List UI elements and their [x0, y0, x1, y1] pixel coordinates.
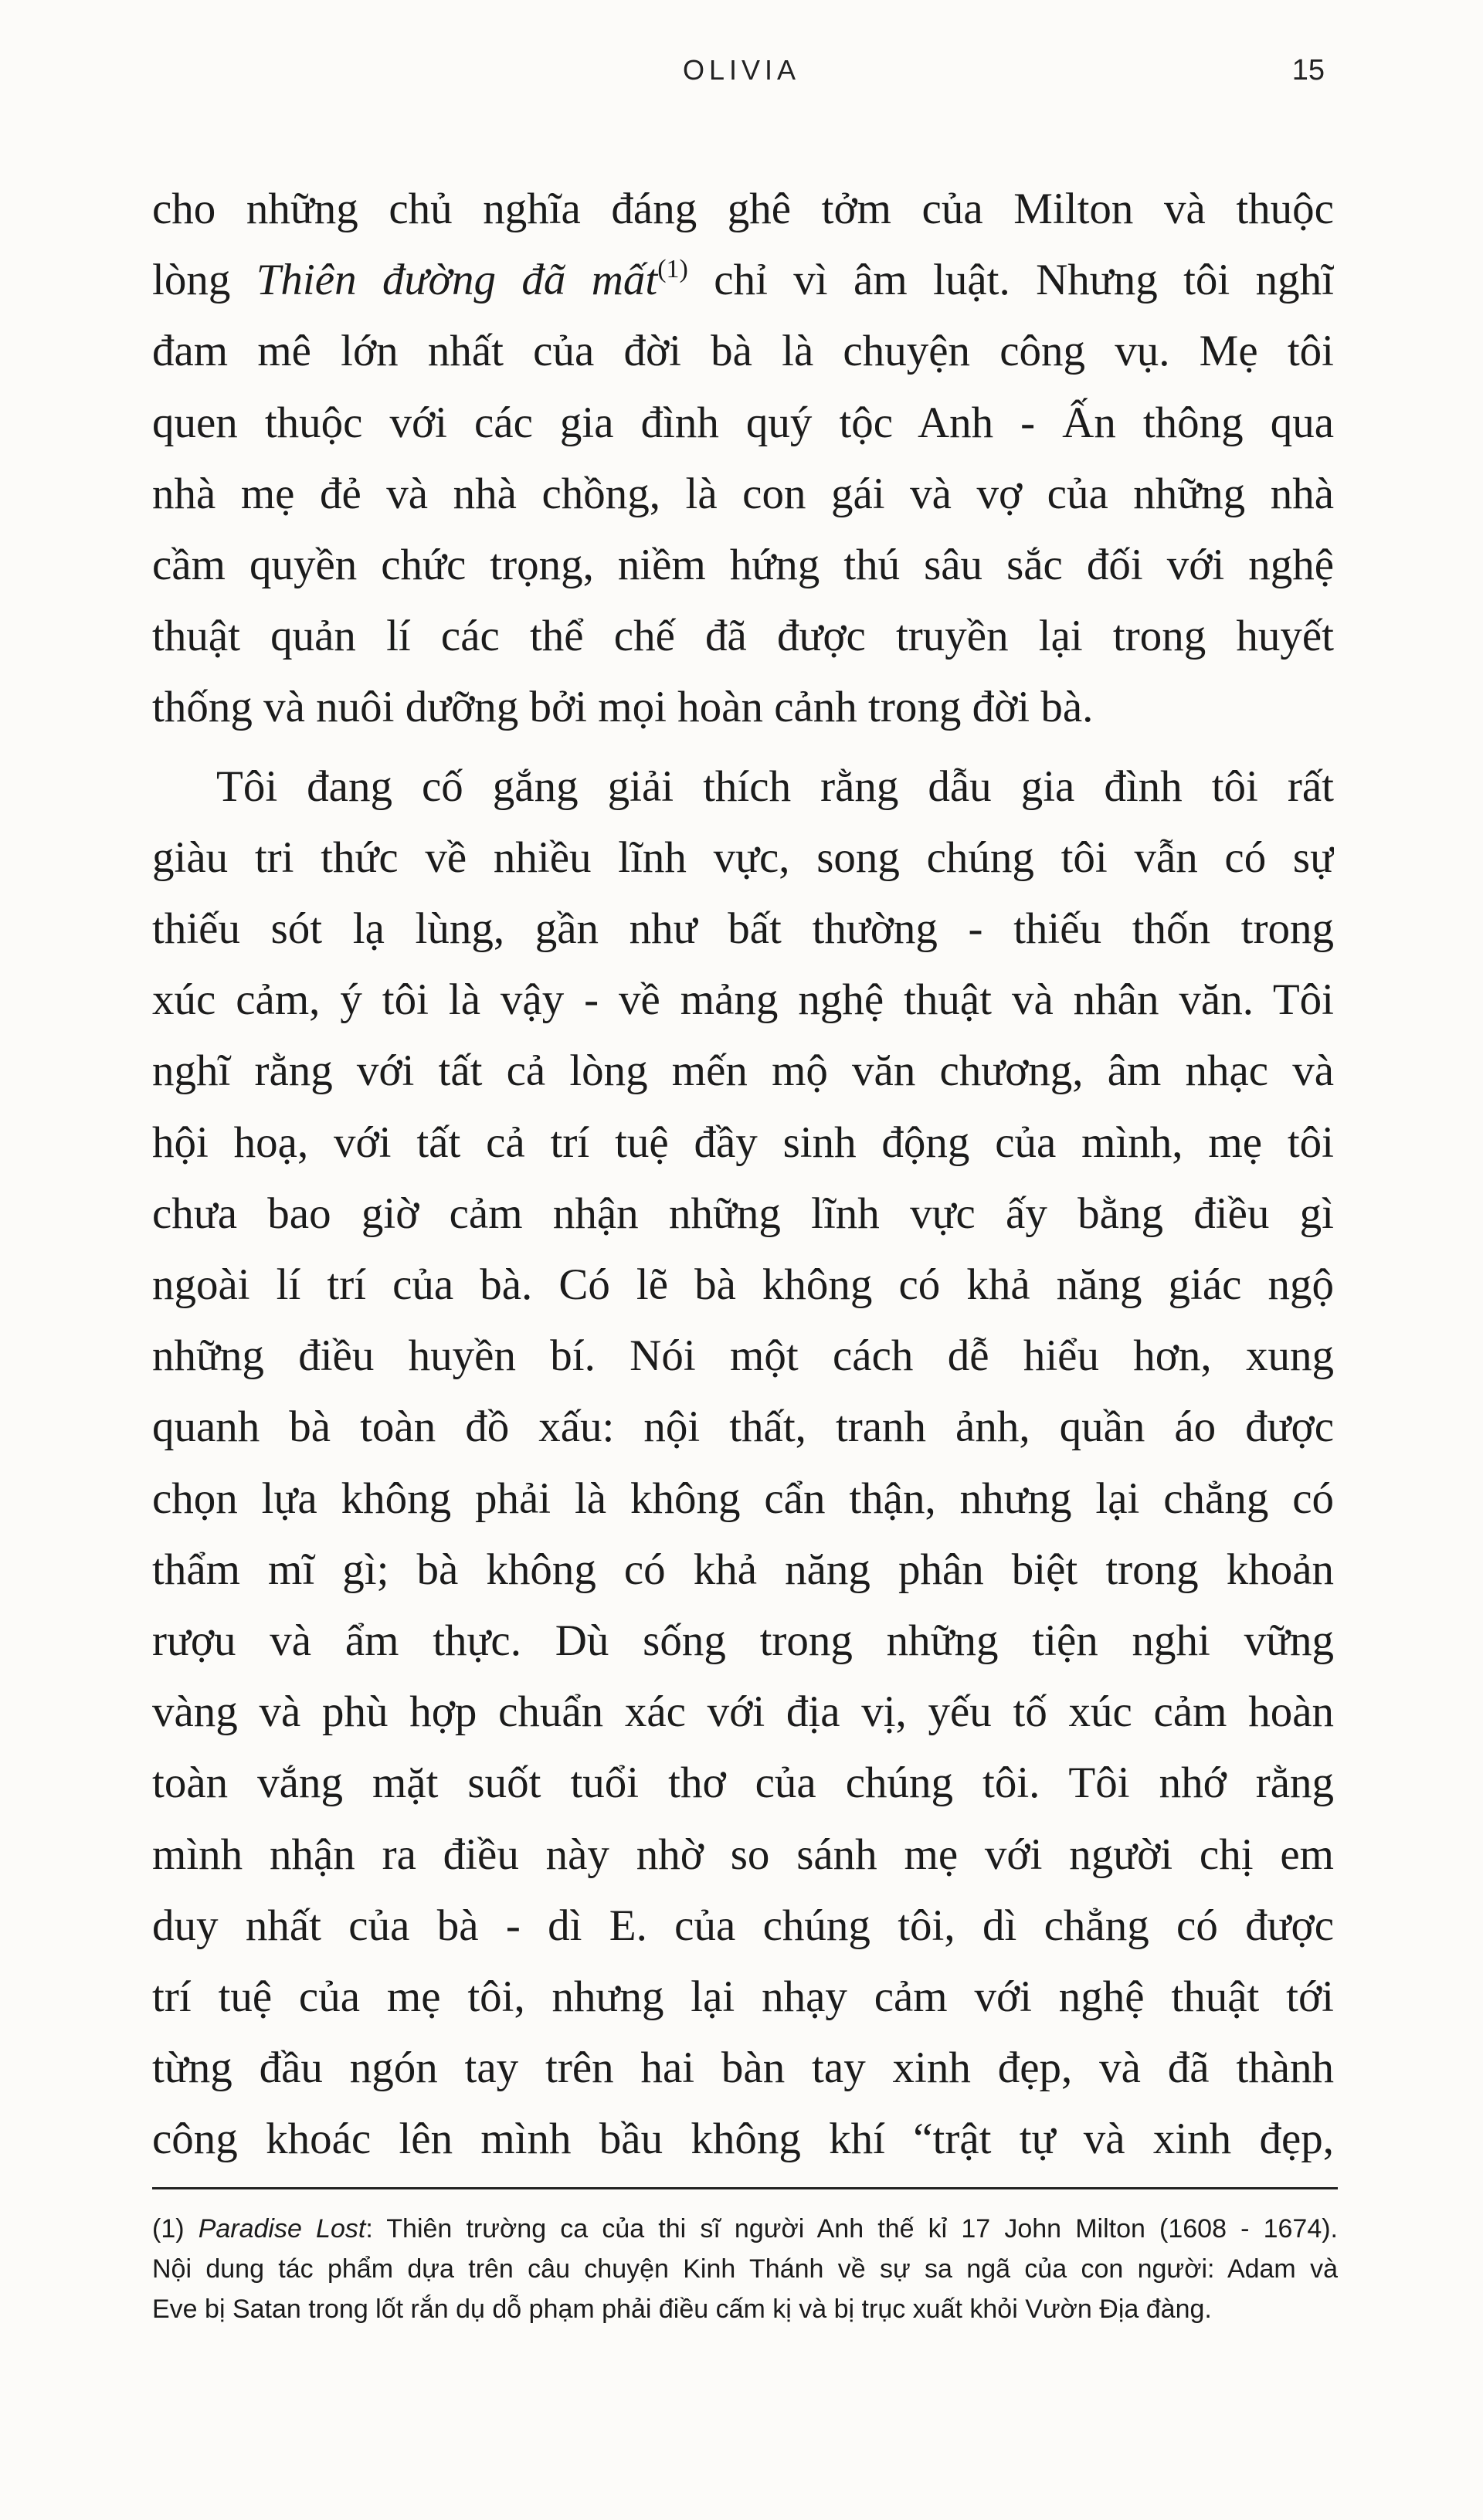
page-number: 15 — [1291, 54, 1325, 86]
footnote-reference: (1) — [657, 255, 688, 284]
running-title: OLIVIA — [682, 54, 801, 86]
text-line: chưa bao giờ cảm nhận những lĩnh vực ấy bằng điều gì — [152, 1189, 1334, 1238]
text-line: quanh bà toàn đồ xấu: nội thất, tranh ảnh, quần áo được — [152, 1402, 1334, 1452]
text-line: xúc cảm, ý tôi là vậy - về mảng nghệ thuật và nhân văn. Tôi — [152, 975, 1334, 1025]
text-line: đam mê lớn nhất của đời bà là chuyện công vụ. Mẹ tôi — [152, 327, 1334, 376]
text-line: từng đầu ngón tay trên hai bàn tay xinh đẹp, và đã thành — [152, 2043, 1334, 2093]
running-header — [0, 54, 1483, 100]
text-line: ngoài lí trí của bà. Có lẽ bà không có khả năng giác ngộ — [152, 1260, 1334, 1310]
text-line: thẩm mĩ gì; bà không có khả năng phân biệt trong khoản — [152, 1545, 1334, 1594]
italic-book-title: Thiên đường đã mất — [256, 256, 658, 305]
text-line: giàu tri thức về nhiều lĩnh vực, song chúng tôi vẫn có sự — [152, 833, 1334, 882]
text-line — [152, 245, 1334, 316]
text-line: toàn vắng mặt suốt tuổi thơ của chúng tôi. Tôi nhớ rằng — [152, 1759, 1334, 1808]
text-line: công khoác lên mình bầu không khí “trật tự và xinh đẹp, — [152, 2115, 1334, 2164]
paragraph-2 — [152, 751, 1334, 2176]
text-line: thuật quản lí các thể chế đã được truyền lại trong huyết — [152, 612, 1334, 661]
text-line: những điều huyền bí. Nói một cách dễ hiểu hơn, xung — [152, 1331, 1334, 1381]
footnote-line: Nội dung tác phẩm dựa trên câu chuyện Kinh Thánh về sự sa ngã của con người: Adam và — [152, 2254, 1338, 2284]
body-text — [152, 174, 1334, 2176]
text-line: rượu và ẩm thực. Dù sống trong những tiện nghi vững — [152, 1616, 1334, 1666]
text-line: chọn lựa không phải là không cẩn thận, nhưng lại chẳng có — [152, 1474, 1334, 1523]
text-line: quen thuộc với các gia đình quý tộc Anh - Ấn thông qua — [152, 398, 1334, 447]
text-line: trí tuệ của mẹ tôi, nhưng lại nhạy cảm với nghệ thuật tới — [152, 1972, 1334, 2022]
text-line: cầm quyền chức trọng, niềm hứng thú sâu sắc đối với nghệ — [152, 541, 1334, 590]
footnote-divider — [152, 2187, 1338, 2189]
text-run: : Thiên trường ca của thi sĩ người Anh thế kỉ 17 John Milton (1608 - 1674). — [365, 2214, 1339, 2244]
paragraph-1 — [152, 174, 1334, 744]
text-line: duy nhất của bà - dì E. của chúng tôi, dì chẳng có được — [152, 1901, 1334, 1950]
text-line: thiếu sót lạ lùng, gần như bất thường - thiếu thốn trong — [152, 904, 1334, 954]
text-line: nghĩ rằng với tất cả lòng mến mộ văn chương, âm nhạc và — [152, 1046, 1334, 1096]
footnote-italic-title: Paradise Lost — [198, 2214, 366, 2244]
text-line: Tôi đang cố gắng giải thích rằng dẫu gia đình tôi rất — [216, 761, 1334, 811]
text-line: hội hoạ, với tất cả trí tuệ đầy sinh động của mình, mẹ tôi — [152, 1118, 1334, 1167]
text-line: vàng và phù hợp chuẩn xác với địa vị, yếu tố xúc cảm hoàn — [152, 1687, 1334, 1737]
footnote — [152, 2209, 1338, 2329]
footnote-marker: (1) — [152, 2214, 199, 2244]
text-line: cho những chủ nghĩa đáng ghê tởm của Milton và thuộc — [152, 185, 1334, 233]
text-line: nhà mẹ đẻ và nhà chồng, là con gái và vợ của những nhà — [152, 469, 1334, 518]
footnote-line: Eve bị Satan trong lốt rắn dụ dỗ phạm phải điều cấm kị và bị trục xuất khỏi Vườn Địa đàng. — [152, 2294, 1212, 2324]
footnote-line — [152, 2209, 1338, 2249]
text-line: mình nhận ra điều này nhờ so sánh mẹ với người chị em — [152, 1830, 1334, 1879]
text-run: chỉ vì âm luật. Nhưng tôi nghĩ — [687, 256, 1334, 305]
text-line: thống và nuôi dưỡng bởi mọi hoàn cảnh trong đời bà. — [152, 683, 1094, 732]
text-run: lòng — [152, 256, 256, 305]
